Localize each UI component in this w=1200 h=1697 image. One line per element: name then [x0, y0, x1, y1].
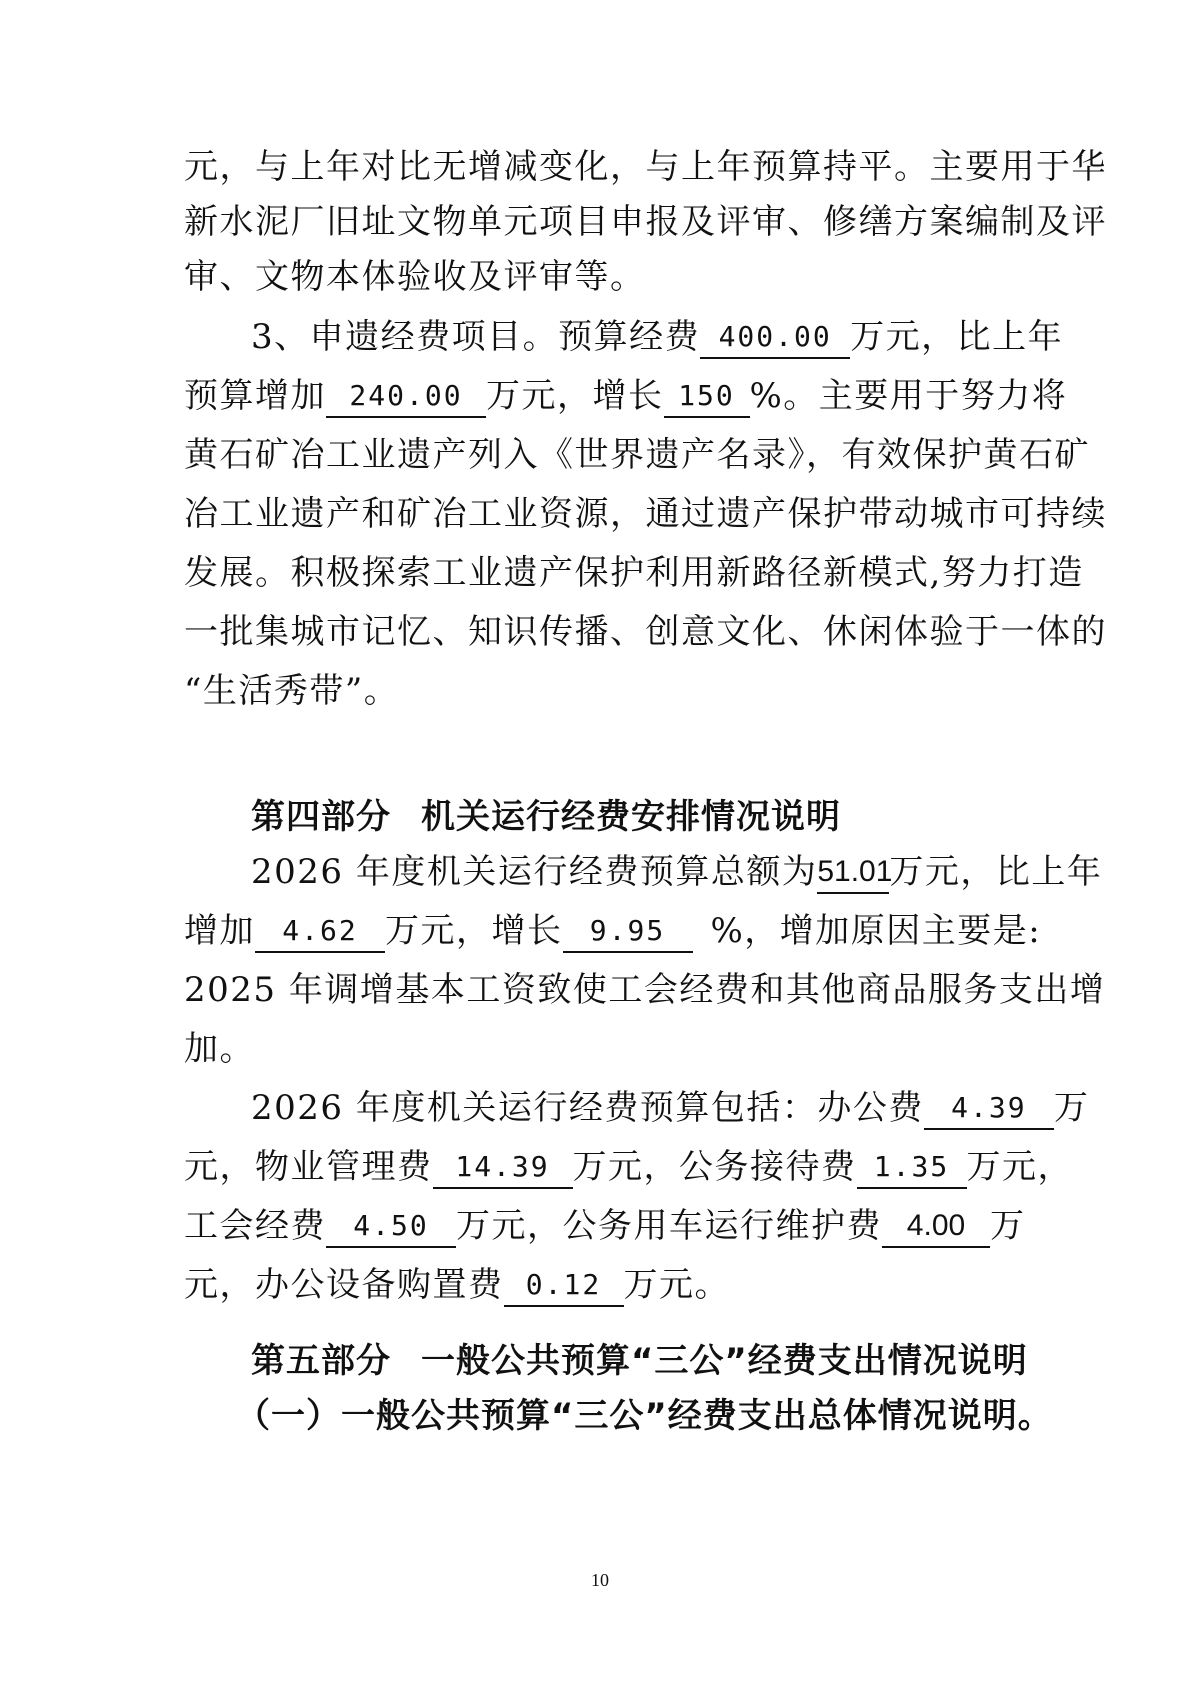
union-fee-field: 4.50 — [326, 1206, 456, 1248]
heading-title: 一般公共预算“三公”经费支出情况说明 — [421, 1341, 1028, 1381]
text-segment: 万元， — [966, 1147, 1073, 1187]
text-segment: %，增加原因主要是: — [710, 911, 1042, 951]
growth-rate-field: 9.95 — [563, 911, 693, 953]
total-amount-field: 51.01 — [817, 852, 889, 894]
text-segment: 万元，比上年 — [889, 852, 1103, 892]
section-heading — [251, 787, 1024, 847]
paragraph-line: 黄石矿冶工业遗产列入《世界遗产名录》，有效保护黄石矿 — [184, 435, 1090, 475]
text-segment: 万元，比上年 — [850, 317, 1064, 357]
paragraph-line — [184, 1137, 1073, 1197]
text-segment: 万元。 — [623, 1265, 730, 1305]
paragraph-line — [251, 1078, 1090, 1138]
text-segment: 3、申遗经费项目。预算经费 — [251, 317, 701, 357]
paragraph-line: 2025 年调增基本工资致使工会经费和其他商品服务支出增 — [184, 970, 1106, 1010]
paragraph-line: 一批集城市记忆、知识传播、创意文化、休闲体验于一体的 — [184, 612, 1107, 652]
heading-part: 第四部分 — [251, 797, 391, 837]
text-segment: %。主要用于努力将 — [749, 376, 1068, 416]
growth-rate-field: 150 — [664, 376, 750, 418]
office-fee-field: 4.39 — [924, 1088, 1054, 1130]
paragraph-line — [184, 901, 1042, 961]
text-segment: 万 — [990, 1206, 1026, 1246]
text-segment: 万元，增长 — [385, 911, 563, 951]
page-number: 10 — [591, 1570, 609, 1590]
paragraph-line: 元，与上年对比无增减变化，与上年预算持平。主要用于华 — [184, 147, 1107, 187]
paragraph-line: “生活秀带”。 — [184, 671, 400, 711]
paragraph-line: 发展。积极探索工业遗产保护利用新路径新模式,努力打造 — [184, 553, 1084, 593]
text-segment: 万 — [1053, 1088, 1090, 1128]
paragraph-line: 新水泥厂旧址文物单元项目申报及评审、修缮方案编制及评 — [184, 202, 1107, 242]
paragraph-line — [184, 1196, 1024, 1256]
property-fee-field: 14.39 — [433, 1147, 573, 1189]
text-segment: 元，物业管理费 — [184, 1147, 433, 1187]
paragraph-line — [184, 1255, 1024, 1315]
paragraph-line — [251, 842, 1103, 902]
heading-title: 机关运行经费安排情况说明 — [421, 797, 841, 837]
equipment-fee-field: 0.12 — [504, 1265, 624, 1307]
text-segment: 2026 年度机关运行经费预算总额为 — [251, 852, 818, 892]
increase-amount-field: 4.62 — [255, 911, 385, 953]
paragraph-line — [251, 307, 1064, 367]
reception-fee-field: 1.35 — [857, 1147, 967, 1189]
heading-part: 第五部分 — [251, 1341, 391, 1381]
text-segment: 工会经费 — [184, 1206, 326, 1246]
text-segment: 元，办公设备购置费 — [184, 1265, 504, 1305]
paragraph-line: 加。 — [184, 1029, 255, 1069]
paragraph-line: 冶工业遗产和矿冶工业资源，通过遗产保护带动城市可持续 — [184, 494, 1107, 534]
budget-amount-field: 400.00 — [700, 317, 850, 359]
text-segment: 万元，公务接待费 — [572, 1147, 857, 1187]
increase-amount-field: 240.00 — [326, 376, 486, 418]
text-segment: 2026 年度机关运行经费预算包括：办公费 — [251, 1088, 924, 1128]
paragraph-line: 审、文物本体验收及评审等。 — [184, 257, 646, 297]
vehicle-fee-field: 4.00 — [882, 1206, 990, 1248]
text-segment: 万元，公务用车运行维护费 — [456, 1206, 882, 1246]
subsection-heading: （一）一般公共预算“三公”经费支出总体情况说明。 — [236, 1396, 1053, 1436]
paragraph-line — [184, 366, 1068, 426]
section-heading — [251, 1331, 1028, 1391]
text-segment: 增加 — [184, 911, 255, 951]
text-segment: 万元，增长 — [486, 376, 664, 416]
text-segment: 预算增加 — [184, 376, 326, 416]
